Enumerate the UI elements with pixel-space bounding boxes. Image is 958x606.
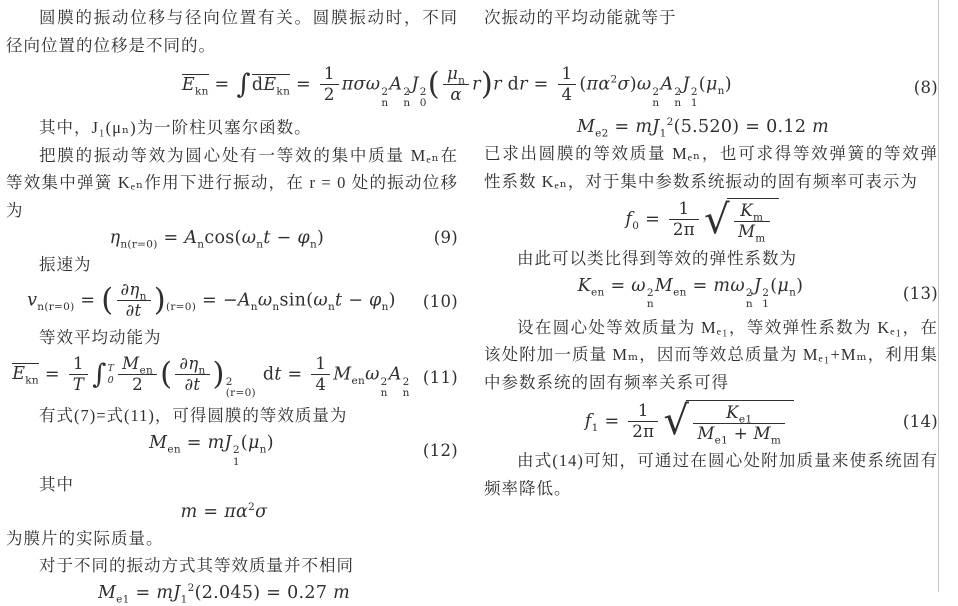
paragraph-continuation: 次振动的平均动能就等于	[484, 8, 677, 27]
equation-me1: $M_{e1} = mJ_1^2(2.045) = 0.27$ m	[97, 582, 351, 606]
equation-13: $K_{en} = \omega$ 2 n $M_{en} = m\omega$ 2 n J 2 1 $(\mu_n)$ (13)	[577, 275, 938, 311]
equation-10: $v_{n(r=0)}$ = ( $\frac{\partial\eta_n}{\partial t}$ )$_{(r=0)} = -A_n\omega_n\sin(\omega_nt - \varphi_n)$ (10)	[27, 280, 458, 320]
paragraph-bessel-note: 其中，J₁(μₙ)为一阶柱贝塞尔函数。	[39, 117, 312, 137]
equation-14: $f_1$ = $\frac{1}{2\pi}$ √ $\frac{K_{e1}}{M_{e1} + M_m}$ (14)	[584, 398, 938, 446]
equation-12: $M_{en}$ = mJ 2 1 $(\mu_n)$ (12)	[149, 433, 458, 468]
right-column	[484, 114, 938, 502]
paragraph-derived: 已求出圆膜的等效质量 Mₑₙ，也可求得等效弹簧的等效弹性系数 Kₑₙ，对于集中参数系统振动的固有频率可表示为	[484, 143, 938, 191]
equation-8: $E_{kn}$ = ∫ $dE_{kn}$ = $\frac{1}{2}$ πσω 2 n A 2 n J 2 0 ( $\frac{\mu_n}{\alpha}$ r)r dr = $\frac{1}{4}$ $(\pi\alpha^2\sigma)\omega$ 2 n A 2 n J 2 1 $(\mu_n)$ (8)	[181, 64, 938, 110]
columns-row	[6, 114, 938, 606]
equation-me2: $M_{e2} = mJ_1^2(5.520) = 0.12$ m	[576, 115, 830, 140]
paragraph-equiv-mass: 把膜的振动等效为圆心处有一等效的集中质量 Mₑₙ在等效集中弹簧 Kₑₙ作用下进行振动，在 r = 0 处的振动位移为	[6, 145, 458, 220]
top-text-row	[6, 4, 938, 59]
equation-f0: $f_0$ = $\frac{1}{2\pi}$ √ $\frac{K_m}{M_m}$	[484, 198, 938, 242]
right-column-top	[484, 4, 938, 32]
paragraph-diff-modes: 对于不同的振动方式其等效质量并不相同	[39, 556, 354, 576]
equation-m: $m = \pi\alpha^2\sigma$	[180, 500, 268, 522]
equation-9: $\eta_{n(r=0)} = A_n\cos(\omega_nt - \varphi_n)$ (9)	[109, 227, 458, 251]
paragraph-intro: 圆膜的振动位移与径向位置有关。圆膜振动时，不同径向位置的位移是不同的。	[6, 8, 458, 55]
paragraph-velocity-label: 振速为	[39, 254, 92, 274]
left-column-top	[6, 4, 458, 59]
paragraph-avg-ke-label: 等效平均动能为	[39, 328, 162, 348]
paragraph-eq7-eq11: 有式(7)=式(11)，可得圆膜的等效质量为	[39, 406, 348, 426]
paragraph-suppose: 设在圆心处等效质量为 Mₑ₁，等效弹性系数为 Kₑ₁，在该处附加一质量 Mₘ，因而等效总质量为 Mₑ₁+Mₘ，利用集中参数系统的固有频率关系可得	[484, 317, 938, 393]
left-column	[6, 114, 458, 606]
paragraph-among: 其中	[39, 474, 74, 494]
paragraph-conclusion: 由式(14)可知，可通过在圆心处附加质量来使系统固有频率降低。	[484, 450, 938, 498]
paragraph-analogy: 由此可以类比得到等效的弹性系数为	[517, 249, 797, 269]
equation-11: $E_{kn}$ = $\frac{1}{T}$ ∫ T 0 $M_{en}$ 2 ( $\frac{\partial\eta_n}{\partial t}$ ) 2 (r=0) dt = $\frac{1}{4}$ $M_{en}\omega$ 2 n A 2 n (11)	[12, 353, 458, 399]
page-edge-line	[938, 0, 939, 592]
paragraph-actual-mass: 为膜片的实际质量。	[6, 528, 164, 548]
